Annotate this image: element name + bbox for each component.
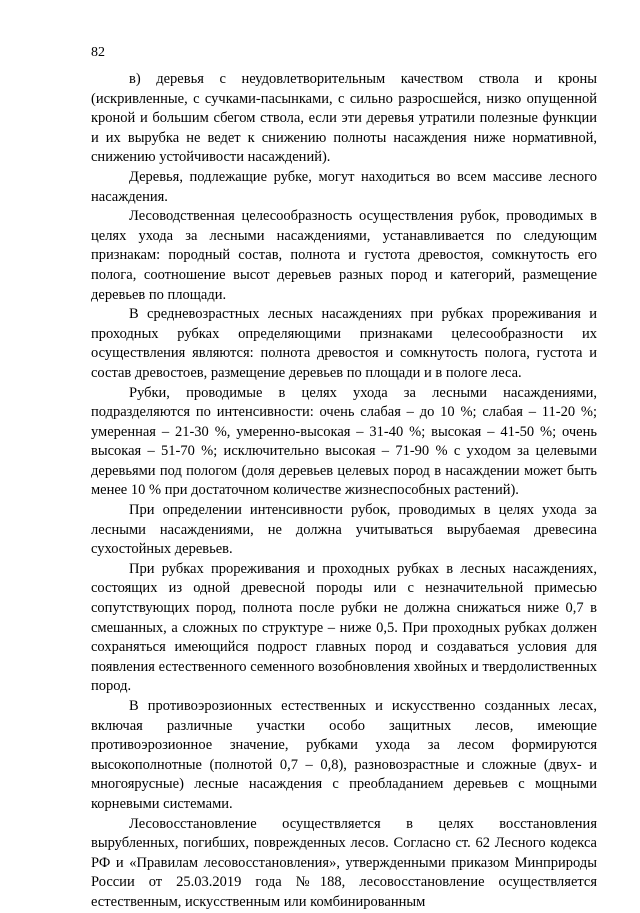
paragraph-9: Лесовосстановление осуществляется в целях восстановления вырубленных, погибших, поврежденных лесов. Согласно ст. 62 Лесного кодекса РФ и «Правилам лесовосстановления», утвержденными приказом Минприроды России от 25.03.2019 года №188, лесовосстановление осуществляется естественным, искусственным или комбинированным bbox=[91, 815, 597, 910]
paragraph-2: Деревья, подлежащие рубке, могут находиться во всем массиве лесного насаждения. bbox=[91, 168, 597, 205]
page-number: 82 bbox=[91, 45, 105, 60]
paragraph-7: При рубках прореживания и проходных рубках в лесных насаждениях, состоящих из одной древесной породы или с незначительной примесью сопутствующих пород, полнота после рубки не должна снижаться ниже 0,7 в смешанных, а сложных по структуре – ниже 0,5. При проходных рубках должен сохраняться имеющийся подрост главных пород и создаваться условия для появления естественного семенного возобновления хвойных и твердолиственных пород. bbox=[91, 560, 597, 695]
paragraph-8: В противоэрозионных естественных и искусственно созданных лесах, включая различные участки особо защитных лесов, имеющие противоэрозионное значение, рубками ухода за лесом формируются высокополнотные (полнотой 0,7 – 0,8), разновозрастные и сложные (двух- и многоярусные) лесные насаждения с преобладанием деревьев с мощными корневыми системами. bbox=[91, 698, 597, 812]
paragraph-6: При определении интенсивности рубок, проводимых в целях ухода за лесными насаждениями, не должна учитываться вырубаемая древесина сухостойных деревьев. bbox=[91, 502, 597, 558]
paragraph-4: В средневозрастных лесных насаждениях при рубках прореживания и проходных рубках определяющими признаками целесообразности их осуществления являются: полнота древостоя и сомкнутость полога, густота и состав древостоев, размещение деревьев по площади и в пологе леса. bbox=[91, 306, 597, 381]
body-text bbox=[91, 70, 597, 913]
paragraph-1: в) деревья с неудовлетворительным качеством ствола и кроны (искривленные, с сучками-пасынками, с сильно разросшейся, низко опущенной кроной и большим сбегом ствола, если эти деревья утратили полезные функции и их вырубка не ведет к снижению полноты насаждения ниже нормативной, снижению устойчивости насаждений). bbox=[91, 71, 597, 166]
paragraph-5: Рубки, проводимые в целях ухода за лесными насаждениями, подразделяются по интенсивности: очень слабая – до 10 %; слабая – 11-20 %; умеренная – 21-30 %, умеренно-высокая – 31-40 %; высокая – 41-50 %; очень высокая – 51-70 %; исключительно высокая – 71-90 % с уходом за целевыми деревьями под пологом (доля деревьев целевых пород в насаждении может быть менее 10 % при достаточном количестве жизнеспособных растений). bbox=[91, 384, 597, 499]
paragraph-3: Лесоводственная целесообразность осуществления рубок, проводимых в целях ухода за лесными насаждениями, устанавливается по следующим признакам: породный состав, полнота и густота древостоя, сомкнутость его полога, соотношение высот деревьев разных пород и категорий, размещение деревьев по площади. bbox=[91, 208, 597, 303]
